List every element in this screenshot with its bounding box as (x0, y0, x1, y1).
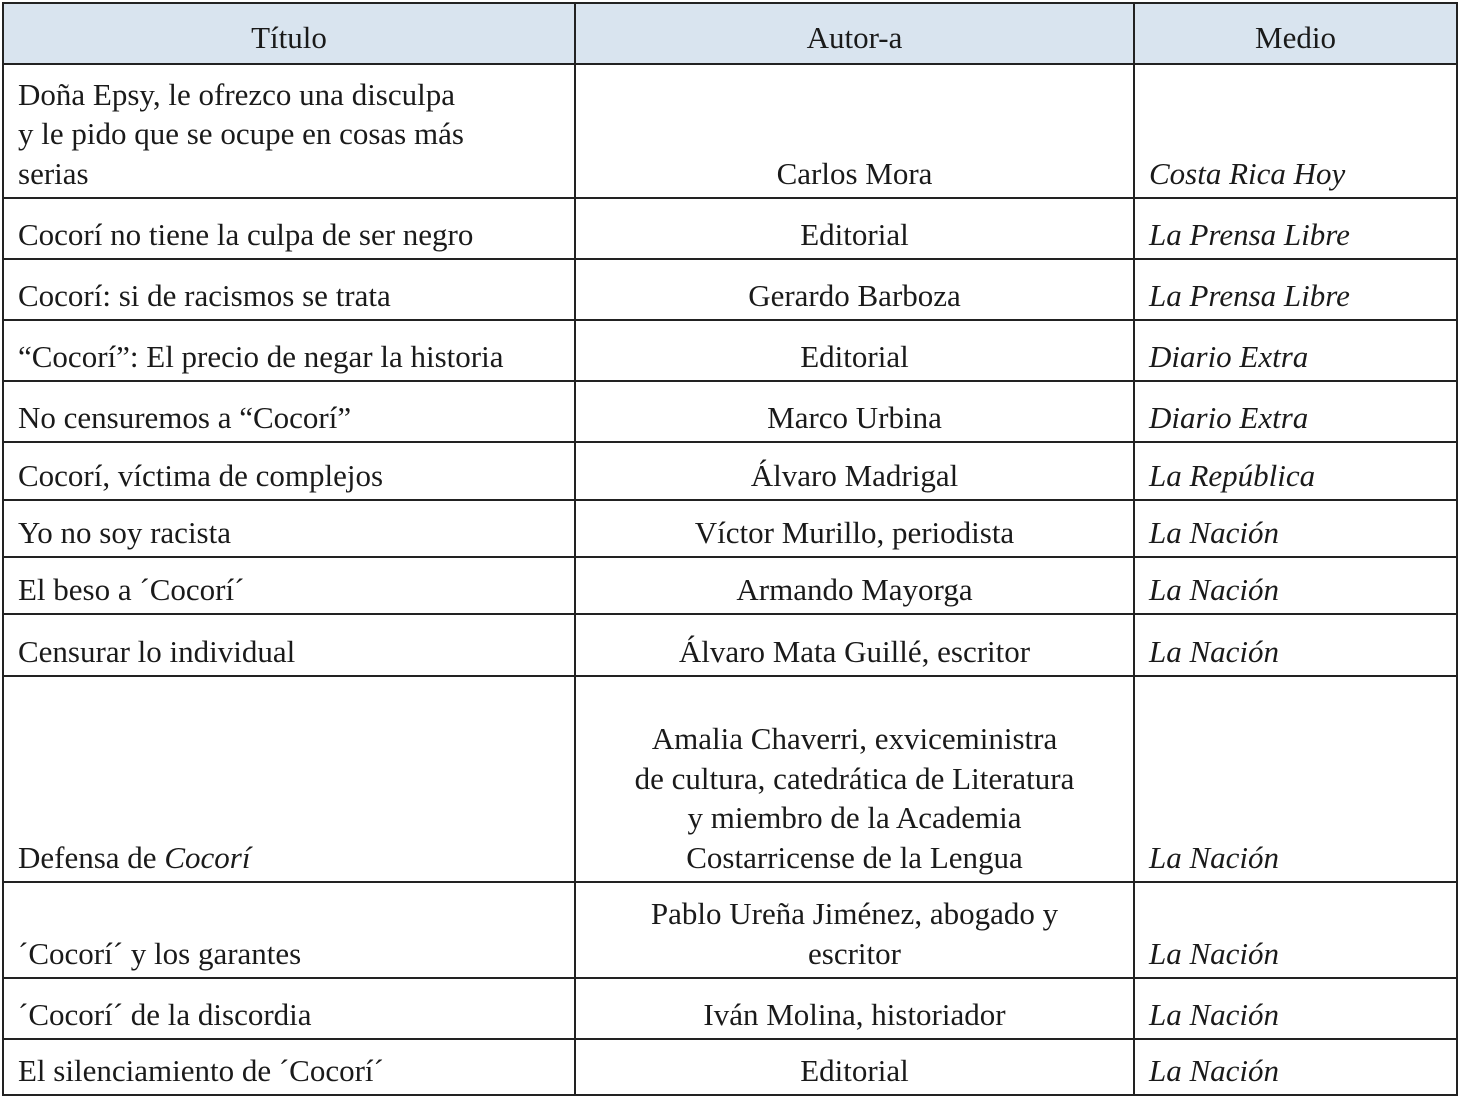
cell-autor (575, 557, 1134, 614)
cell-medio: La Nación (1134, 676, 1457, 882)
cell-medio: Diario Extra (1134, 381, 1457, 442)
cell-autor (575, 259, 1134, 320)
autor-text: Editorial (800, 1052, 909, 1088)
autor-text: Marco Urbina (767, 399, 942, 435)
title-text: Yo no soy racista (18, 514, 231, 550)
title-text: No censuremos a “Cocorí” (18, 399, 352, 435)
cell-autor (575, 500, 1134, 557)
autor-text: Víctor Murillo, periodista (694, 514, 1015, 550)
cell-titulo (3, 978, 575, 1039)
cell-titulo (3, 1039, 575, 1095)
header-autor: Autor-a (575, 3, 1134, 64)
autor-text: Amalia Chaverri, exviceministra de cultura, catedrática de Literatura y miembro de la Academia Costarricense de la Lengua (634, 721, 1075, 875)
cell-titulo (3, 676, 575, 882)
table-row (3, 64, 1457, 198)
autor-text: Iván Molina, historiador (703, 996, 1006, 1032)
cell-titulo (3, 557, 575, 614)
title-text: ´Cocorí´ y los garantes (18, 935, 302, 971)
table-row (3, 381, 1457, 442)
table-row (3, 442, 1457, 500)
cell-titulo (3, 64, 575, 198)
cell-medio: La Nación (1134, 614, 1457, 676)
cell-autor (575, 676, 1134, 882)
autor-text: Álvaro Madrigal (750, 457, 959, 493)
cell-titulo (3, 442, 575, 500)
cell-titulo (3, 882, 575, 978)
cell-autor (575, 882, 1134, 978)
cell-medio: La Nación (1134, 557, 1457, 614)
cell-autor (575, 1039, 1134, 1095)
table-row (3, 259, 1457, 320)
table-row (3, 676, 1457, 882)
cell-autor (575, 64, 1134, 198)
cell-autor (575, 381, 1134, 442)
cell-medio: Diario Extra (1134, 320, 1457, 381)
cell-autor (575, 978, 1134, 1039)
cell-titulo (3, 198, 575, 259)
table-row (3, 1039, 1457, 1095)
header-titulo: Título (3, 3, 575, 64)
header-medio: Medio (1134, 3, 1457, 64)
cell-medio: La Nación (1134, 978, 1457, 1039)
title-text: Censurar lo individual (18, 633, 296, 669)
table-body (3, 64, 1457, 1095)
title-text: ´Cocorí´ de la discordia (18, 996, 312, 1032)
cell-medio: La Nación (1134, 500, 1457, 557)
table-row (3, 978, 1457, 1039)
cell-autor (575, 198, 1134, 259)
cell-autor (575, 320, 1134, 381)
cell-medio: Costa Rica Hoy (1134, 64, 1457, 198)
articles-table (2, 2, 1458, 1096)
autor-text: Armando Mayorga (736, 571, 973, 607)
title-text: Cocorí no tiene la culpa de ser negro (18, 216, 474, 252)
cell-medio: La Prensa Libre (1134, 259, 1457, 320)
title-italic-text: Cocorí (164, 839, 251, 875)
autor-text: Carlos Mora (776, 155, 933, 191)
title-text: Cocorí: si de racismos se trata (18, 277, 391, 313)
cell-titulo (3, 320, 575, 381)
autor-text: Editorial (800, 338, 909, 374)
cell-titulo (3, 614, 575, 676)
autor-text: Álvaro Mata Guillé, escritor (678, 633, 1031, 669)
cell-medio: La Nación (1134, 1039, 1457, 1095)
title-text: El beso a ´Cocorí´ (18, 571, 245, 607)
title-text: Doña Epsy, le ofrezco una disculpa y le pido que se ocupe en cosas más serias (18, 76, 464, 191)
cell-titulo (3, 500, 575, 557)
cell-autor (575, 442, 1134, 500)
title-text: Cocorí, víctima de complejos (18, 457, 384, 493)
cell-medio: La República (1134, 442, 1457, 500)
table-row (3, 500, 1457, 557)
cell-medio: La Nación (1134, 882, 1457, 978)
cell-titulo (3, 381, 575, 442)
table-row (3, 198, 1457, 259)
header-row (3, 3, 1457, 64)
cell-titulo (3, 259, 575, 320)
title-text: “Cocorí”: El precio de negar la historia (18, 338, 504, 374)
cell-medio: La Prensa Libre (1134, 198, 1457, 259)
cell-autor (575, 614, 1134, 676)
table-row (3, 320, 1457, 381)
autor-text: Editorial (800, 216, 909, 252)
autor-text: Pablo Ureña Jiménez, abogado y escritor (650, 896, 1059, 971)
title-text: Defensa de (18, 839, 165, 875)
table-row (3, 882, 1457, 978)
table-row (3, 557, 1457, 614)
table-row (3, 614, 1457, 676)
autor-text: Gerardo Barboza (748, 277, 961, 313)
title-text: El silenciamiento de ´Cocorí´ (18, 1052, 384, 1088)
